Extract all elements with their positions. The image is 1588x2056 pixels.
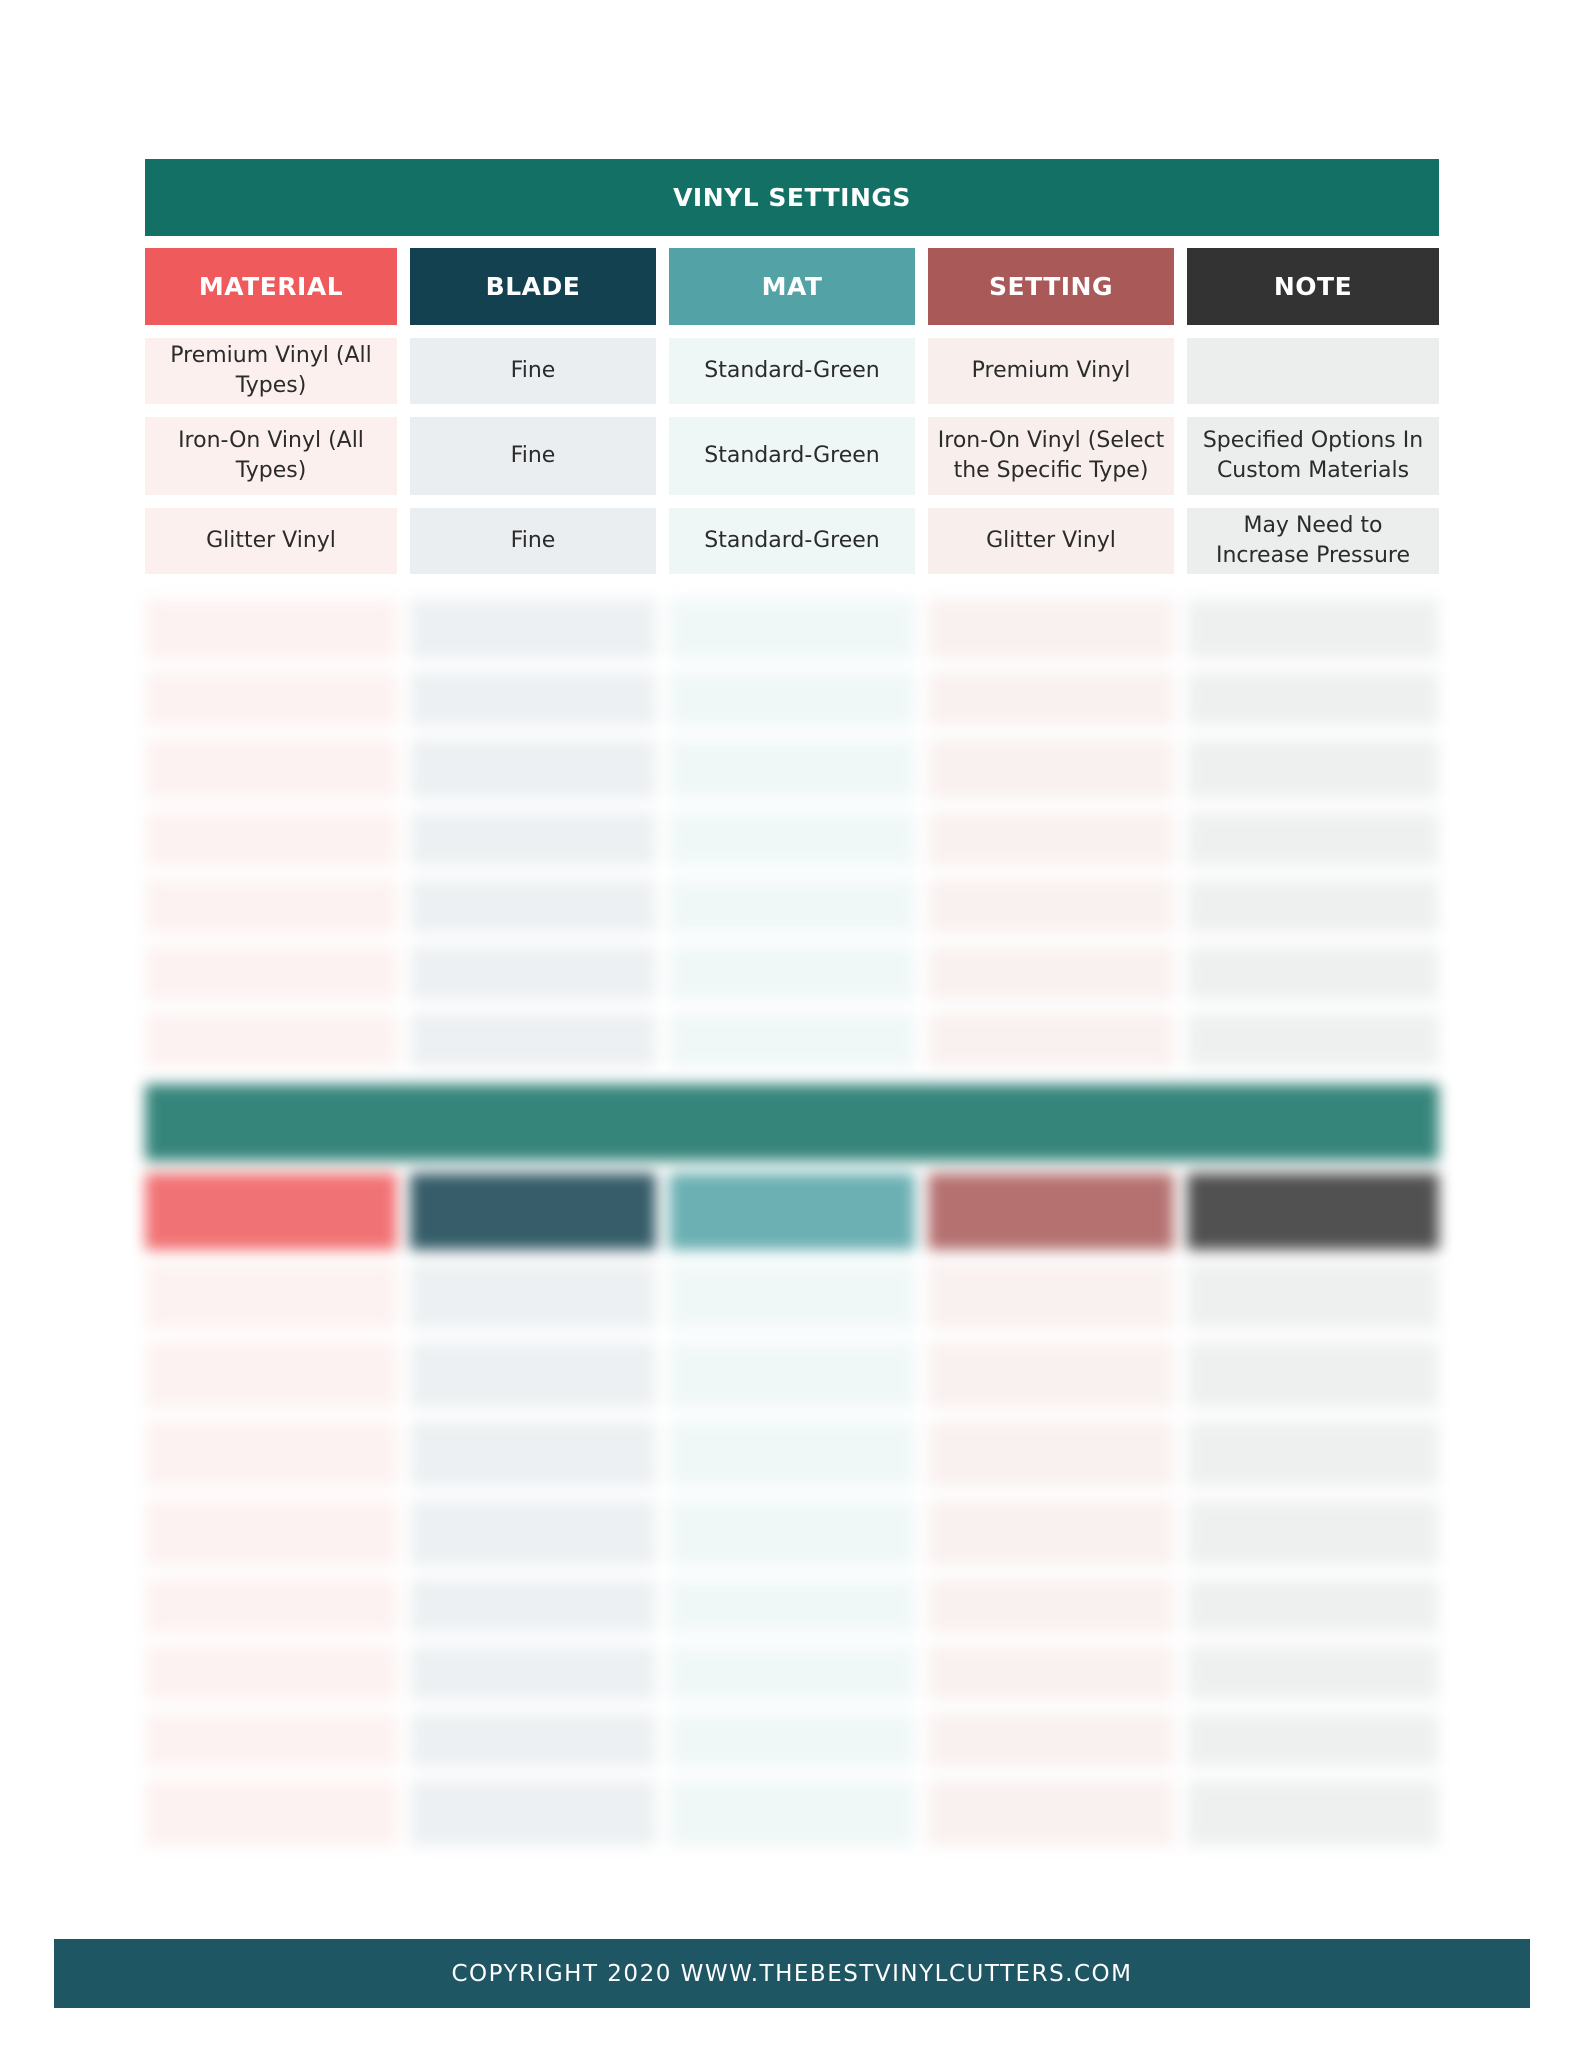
blurred-cell [1187,1342,1439,1408]
table-cell-setting: Iron-On Vinyl (Select the Specific Type) [928,417,1174,495]
vinyl-table [145,248,1439,574]
blurred-cell [1187,1013,1439,1067]
blurred-cell [928,946,1174,1000]
table-cell-note [1187,338,1439,404]
blurred-cell [410,672,656,726]
blurred-cell [928,1780,1174,1846]
settings-sheet [145,159,1439,1846]
blurred-cell [1187,1579,1439,1633]
blurred-cell [410,599,656,659]
blurred-cell [410,1013,656,1067]
header-mat: MAT [669,248,915,325]
blurred-cell [669,1646,915,1700]
blurred-header [145,1173,397,1250]
table-cell-blade: Fine [410,338,656,404]
blurred-cell [145,1421,397,1487]
blurred-cell [669,739,915,799]
blurred-cell [1187,1646,1439,1700]
blurred-cell [410,879,656,933]
blurred-cell [410,1780,656,1846]
blurred-cell [669,1421,915,1487]
table-cell-mat: Standard-Green [669,508,915,574]
table-cell-material: Premium Vinyl (All Types) [145,338,397,404]
table-cell-mat: Standard-Green [669,417,915,495]
table-cell-note: May Need to Increase Pressure [1187,508,1439,574]
blurred-cell [145,1646,397,1700]
blurred-cell [669,879,915,933]
blurred-header [928,1173,1174,1250]
blurred-cell [1187,1500,1439,1566]
blurred-cell [928,1342,1174,1408]
blurred-cell [669,812,915,866]
table-cell-note: Specified Options In Custom Materials [1187,417,1439,495]
blurred-cell [928,1013,1174,1067]
blurred-cell [410,946,656,1000]
blurred-cell [145,946,397,1000]
header-setting: SETTING [928,248,1174,325]
blurred-cell [669,1342,915,1408]
blurred-cell [410,739,656,799]
blurred-cell [410,1579,656,1633]
blurred-fabric-section [145,1084,1439,1846]
vinyl-settings-title: VINYL SETTINGS [145,159,1439,236]
header-note: NOTE [1187,248,1439,325]
blurred-cell [145,1713,397,1767]
blurred-cell [1187,739,1439,799]
blurred-cell [928,812,1174,866]
table-cell-setting: Glitter Vinyl [928,508,1174,574]
blurred-cell [669,1013,915,1067]
blurred-cell [410,1421,656,1487]
blurred-cell [145,672,397,726]
blurred-cell [1187,1713,1439,1767]
blurred-cell [669,1263,915,1329]
header-blade: BLADE [410,248,656,325]
blurred-cell [1187,946,1439,1000]
blurred-cell [669,946,915,1000]
header-material: MATERIAL [145,248,397,325]
table-cell-blade: Fine [410,508,656,574]
blurred-cell [410,1342,656,1408]
blurred-cell [1187,1780,1439,1846]
table-cell-material: Glitter Vinyl [145,508,397,574]
blurred-cell [669,1500,915,1566]
blurred-header [410,1173,656,1250]
blurred-cell [145,1579,397,1633]
blurred-cell [145,599,397,659]
blurred-cell [928,1646,1174,1700]
blurred-cell [928,1713,1174,1767]
blurred-cell [928,672,1174,726]
blurred-cell [928,1500,1174,1566]
table-cell-material: Iron-On Vinyl (All Types) [145,417,397,495]
blurred-cell [145,1500,397,1566]
blurred-cell [410,1646,656,1700]
blurred-cell [1187,1263,1439,1329]
blurred-cell [669,1780,915,1846]
blurred-cell [669,672,915,726]
blurred-cell [928,1421,1174,1487]
blurred-cell [410,1500,656,1566]
blurred-cell [928,599,1174,659]
blurred-cell [669,1579,915,1633]
blurred-cell [1187,1421,1439,1487]
blurred-vinyl-rows [145,586,1439,1067]
blurred-cell [928,1263,1174,1329]
copyright-footer: COPYRIGHT 2020 WWW.THEBESTVINYLCUTTERS.COM [54,1939,1530,2008]
blurred-cell [669,599,915,659]
blurred-cell [145,1342,397,1408]
table-cell-setting: Premium Vinyl [928,338,1174,404]
blurred-cell [145,1263,397,1329]
blurred-cell [1187,812,1439,866]
table-cell-mat: Standard-Green [669,338,915,404]
blurred-cell [1187,599,1439,659]
blurred-cell [1187,879,1439,933]
blurred-cell [928,1579,1174,1633]
blurred-section-title [145,1084,1439,1161]
blurred-cell [1187,672,1439,726]
blurred-cell [928,739,1174,799]
blurred-cell [928,879,1174,933]
blurred-cell [145,1013,397,1067]
blurred-cell [410,812,656,866]
table-cell-blade: Fine [410,417,656,495]
blurred-header [1187,1173,1439,1250]
blurred-cell [145,1780,397,1846]
blurred-cell [145,879,397,933]
blurred-cell [145,739,397,799]
blurred-cell [410,1713,656,1767]
blurred-cell [145,812,397,866]
blurred-header [669,1173,915,1250]
blurred-cell [410,1263,656,1329]
blurred-cell [669,1713,915,1767]
